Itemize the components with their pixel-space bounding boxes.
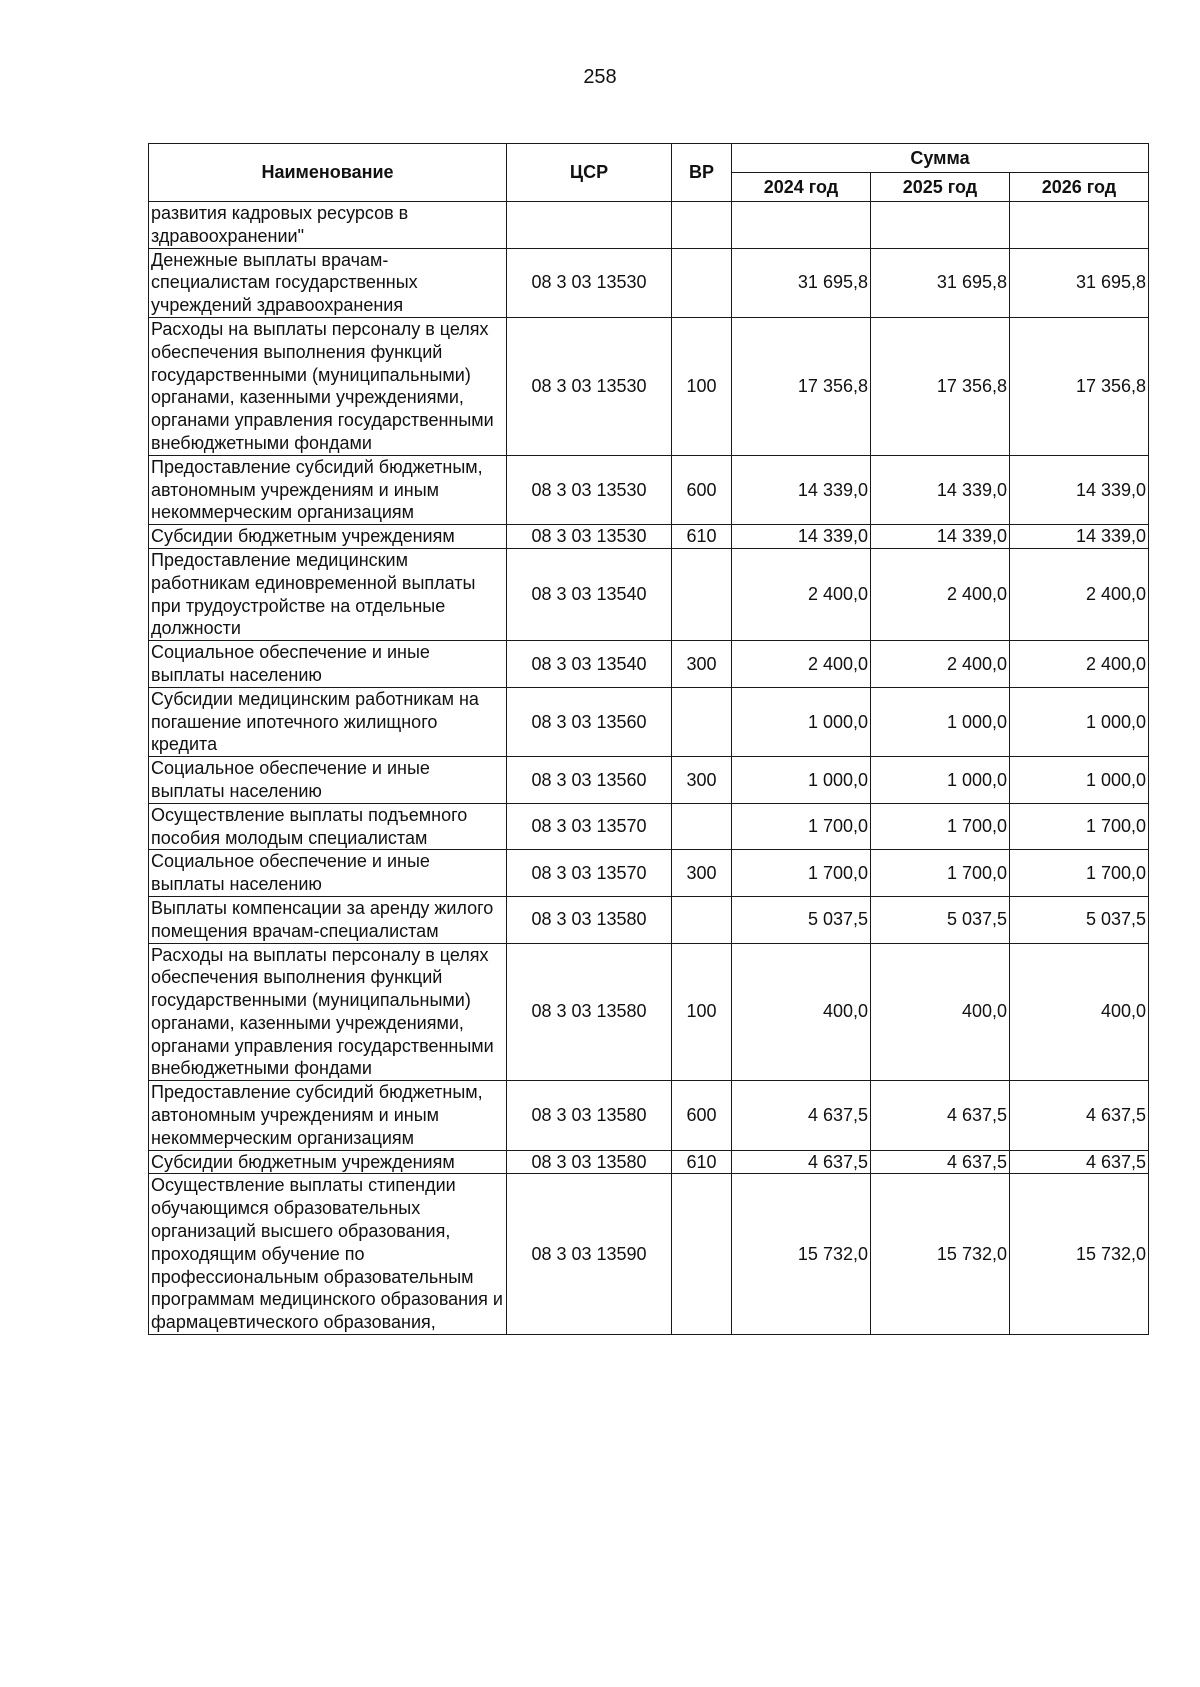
row-amount-2024: 1 000,0	[732, 757, 871, 804]
row-vr: 610	[672, 1150, 732, 1174]
table-row	[149, 943, 1149, 1081]
row-amount-2026: 5 037,5	[1010, 896, 1149, 943]
row-name: Социальное обеспечение и иные выплаты населению	[149, 641, 507, 688]
header-vr: ВР	[672, 144, 732, 202]
row-vr	[672, 548, 732, 640]
row-csr: 08 3 03 13570	[507, 803, 672, 850]
row-amount-2026: 1 000,0	[1010, 687, 1149, 756]
row-amount-2025: 14 339,0	[871, 455, 1010, 524]
row-vr	[672, 896, 732, 943]
row-csr: 08 3 03 13540	[507, 548, 672, 640]
row-amount-2025: 5 037,5	[871, 896, 1010, 943]
row-amount-2024: 4 637,5	[732, 1150, 871, 1174]
row-csr: 08 3 03 13570	[507, 850, 672, 897]
row-amount-2025: 2 400,0	[871, 641, 1010, 688]
table-row	[149, 548, 1149, 640]
row-name: Денежные выплаты врачам-специалистам государственных учреждений здравоохранения	[149, 248, 507, 317]
table-row	[149, 687, 1149, 756]
row-csr: 08 3 03 13590	[507, 1174, 672, 1335]
row-amount-2025	[871, 202, 1010, 249]
row-amount-2025: 14 339,0	[871, 525, 1010, 549]
row-vr: 300	[672, 850, 732, 897]
row-name: Предоставление субсидий бюджетным, автономным учреждениям и иным некоммерческим организациям	[149, 1081, 507, 1150]
row-amount-2026: 2 400,0	[1010, 548, 1149, 640]
page-number: 258	[583, 66, 617, 88]
row-amount-2024: 400,0	[732, 943, 871, 1081]
row-vr	[672, 202, 732, 249]
row-amount-2026: 14 339,0	[1010, 525, 1149, 549]
row-csr: 08 3 03 13540	[507, 641, 672, 688]
row-amount-2025: 15 732,0	[871, 1174, 1010, 1335]
row-vr: 600	[672, 455, 732, 524]
row-csr	[507, 202, 672, 249]
row-amount-2026: 2 400,0	[1010, 641, 1149, 688]
row-amount-2024: 1 000,0	[732, 687, 871, 756]
row-name: Осуществление выплаты стипендии обучающимся образовательных организаций высшего образования, проходящим обучение по профессиональным образовательным программам медицинского образования и фармацевтического образования,	[149, 1174, 507, 1335]
row-name: Субсидии медицинским работникам на погашение ипотечного жилищного кредита	[149, 687, 507, 756]
table-body	[149, 202, 1149, 1335]
row-name: Расходы на выплаты персоналу в целях обеспечения выполнения функций государственными (муниципальными) органами, казенными учреждениями, органами управления государственными внебюджетными фондами	[149, 317, 507, 455]
row-amount-2026: 400,0	[1010, 943, 1149, 1081]
row-amount-2024: 17 356,8	[732, 317, 871, 455]
row-vr	[672, 803, 732, 850]
row-amount-2025: 4 637,5	[871, 1150, 1010, 1174]
row-amount-2025: 1 000,0	[871, 687, 1010, 756]
row-name: Предоставление субсидий бюджетным, автономным учреждениям и иным некоммерческим организациям	[149, 455, 507, 524]
row-amount-2024: 31 695,8	[732, 248, 871, 317]
row-amount-2024: 4 637,5	[732, 1081, 871, 1150]
row-amount-2026: 1 700,0	[1010, 850, 1149, 897]
budget-table	[148, 143, 1149, 1335]
row-vr: 600	[672, 1081, 732, 1150]
table-row	[149, 1174, 1149, 1335]
row-vr: 610	[672, 525, 732, 549]
header-sum: Сумма	[732, 144, 1149, 173]
table-row	[149, 1150, 1149, 1174]
row-amount-2026: 1 700,0	[1010, 803, 1149, 850]
row-amount-2024: 1 700,0	[732, 850, 871, 897]
row-csr: 08 3 03 13580	[507, 943, 672, 1081]
row-amount-2025: 1 700,0	[871, 803, 1010, 850]
row-name: развития кадровых ресурсов в здравоохранении"	[149, 202, 507, 249]
table-row	[149, 248, 1149, 317]
row-vr	[672, 1174, 732, 1335]
row-csr: 08 3 03 13530	[507, 455, 672, 524]
table-row	[149, 803, 1149, 850]
table-row	[149, 202, 1149, 249]
row-amount-2026: 31 695,8	[1010, 248, 1149, 317]
row-amount-2026: 14 339,0	[1010, 455, 1149, 524]
row-amount-2026: 17 356,8	[1010, 317, 1149, 455]
row-vr: 100	[672, 317, 732, 455]
row-amount-2024: 1 700,0	[732, 803, 871, 850]
row-amount-2024: 15 732,0	[732, 1174, 871, 1335]
table-row	[149, 455, 1149, 524]
row-csr: 08 3 03 13560	[507, 757, 672, 804]
row-amount-2024: 14 339,0	[732, 525, 871, 549]
row-vr	[672, 687, 732, 756]
row-name: Осуществление выплаты подъемного пособия молодым специалистам	[149, 803, 507, 850]
row-name: Выплаты компенсации за аренду жилого помещения врачам-специалистам	[149, 896, 507, 943]
row-name: Социальное обеспечение и иные выплаты населению	[149, 757, 507, 804]
header-year-2026: 2026 год	[1010, 173, 1149, 202]
row-vr: 100	[672, 943, 732, 1081]
row-amount-2026: 15 732,0	[1010, 1174, 1149, 1335]
row-name: Расходы на выплаты персоналу в целях обеспечения выполнения функций государственными (муниципальными) органами, казенными учреждениями, органами управления государственными внебюджетными фондами	[149, 943, 507, 1081]
row-amount-2026: 1 000,0	[1010, 757, 1149, 804]
header-year-2024: 2024 год	[732, 173, 871, 202]
row-vr: 300	[672, 641, 732, 688]
header-csr: ЦСР	[507, 144, 672, 202]
row-amount-2026	[1010, 202, 1149, 249]
row-amount-2025: 1 000,0	[871, 757, 1010, 804]
row-name: Субсидии бюджетным учреждениям	[149, 525, 507, 549]
row-csr: 08 3 03 13580	[507, 1150, 672, 1174]
header-name: Наименование	[149, 144, 507, 202]
row-amount-2024: 5 037,5	[732, 896, 871, 943]
row-csr: 08 3 03 13580	[507, 896, 672, 943]
row-amount-2026: 4 637,5	[1010, 1081, 1149, 1150]
table-row	[149, 850, 1149, 897]
table-row	[149, 896, 1149, 943]
table-row	[149, 525, 1149, 549]
row-amount-2025: 31 695,8	[871, 248, 1010, 317]
table-row	[149, 641, 1149, 688]
row-csr: 08 3 03 13530	[507, 317, 672, 455]
row-amount-2025: 400,0	[871, 943, 1010, 1081]
row-csr: 08 3 03 13560	[507, 687, 672, 756]
row-amount-2026: 4 637,5	[1010, 1150, 1149, 1174]
row-vr	[672, 248, 732, 317]
row-amount-2025: 2 400,0	[871, 548, 1010, 640]
row-amount-2024: 14 339,0	[732, 455, 871, 524]
row-amount-2024: 2 400,0	[732, 641, 871, 688]
row-vr: 300	[672, 757, 732, 804]
row-csr: 08 3 03 13530	[507, 525, 672, 549]
row-amount-2025: 17 356,8	[871, 317, 1010, 455]
row-amount-2025: 4 637,5	[871, 1081, 1010, 1150]
row-name: Социальное обеспечение и иные выплаты населению	[149, 850, 507, 897]
row-amount-2025: 1 700,0	[871, 850, 1010, 897]
row-name: Предоставление медицинским работникам единовременной выплаты при трудоустройстве на отдельные должности	[149, 548, 507, 640]
table-row	[149, 317, 1149, 455]
row-amount-2024: 2 400,0	[732, 548, 871, 640]
table-row	[149, 1081, 1149, 1150]
row-name: Субсидии бюджетным учреждениям	[149, 1150, 507, 1174]
header-year-2025: 2025 год	[871, 173, 1010, 202]
table-row	[149, 757, 1149, 804]
row-csr: 08 3 03 13580	[507, 1081, 672, 1150]
row-csr: 08 3 03 13530	[507, 248, 672, 317]
row-amount-2024	[732, 202, 871, 249]
